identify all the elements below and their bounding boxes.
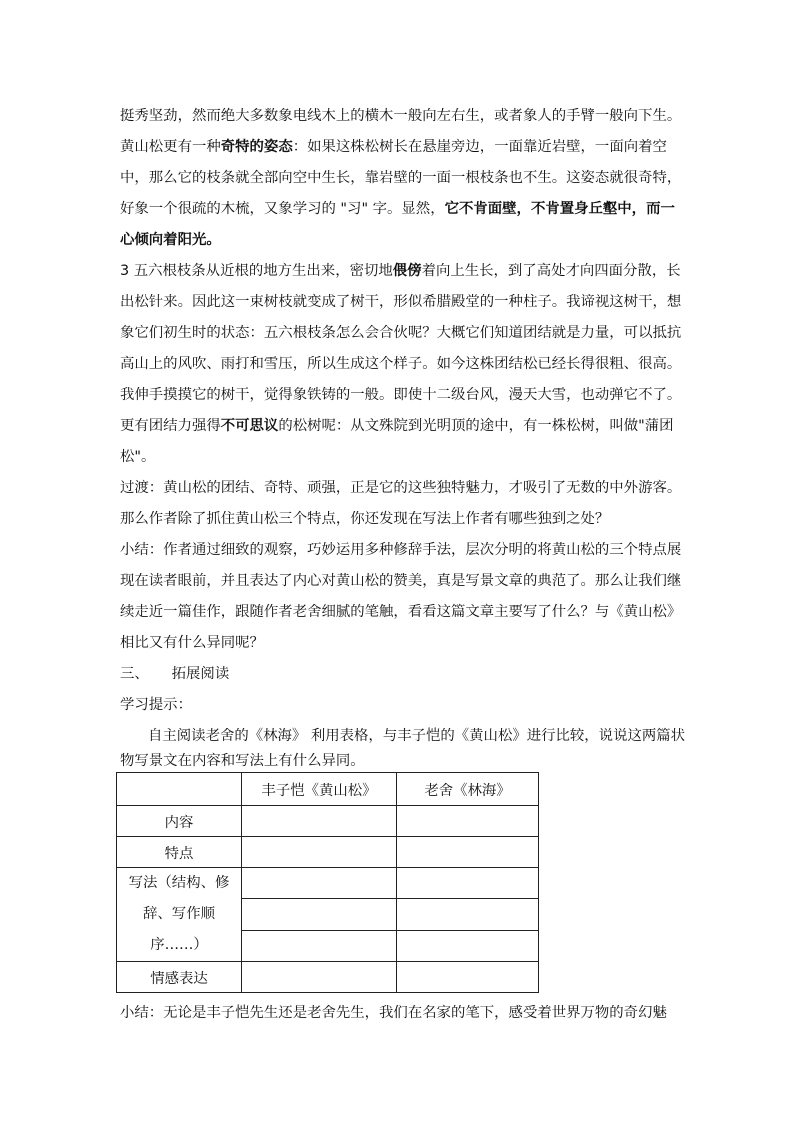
table-row <box>117 868 539 899</box>
hint-title: 学习提示： <box>120 697 192 713</box>
text-run: 更有团结力强得 <box>120 418 221 434</box>
bold-text-run: 偎傍 <box>392 263 422 279</box>
table-row <box>117 962 539 993</box>
bold-text-run: 它不肯面壁，不肯置身丘壑中，而一 <box>444 201 675 217</box>
table-cell <box>117 773 242 806</box>
paragraph-line <box>120 199 675 219</box>
section-heading: 三、 拓展阅读 <box>120 666 230 682</box>
table-row <box>117 806 539 837</box>
table-cell <box>397 837 539 868</box>
table-cell <box>242 868 397 899</box>
paragraph-line: 自主阅读老舍的《林海》 利用表格，与丰子恺的《黄山松》进行比较，说说这两篇状 <box>148 728 686 744</box>
row-label-method <box>117 868 242 962</box>
paragraph-line: 小结：作者通过细致的观察，巧妙运用多种修辞手法，层次分明的将黄山松的三个特点展 <box>120 542 682 558</box>
table-cell <box>397 806 539 837</box>
bold-text-run: 不可思议 <box>220 418 279 434</box>
row-label-feature: 特点 <box>117 837 242 868</box>
table-header-cell: 丰子恺《黄山松》 <box>242 773 397 806</box>
paragraph-line: 相比又有什么异同呢？ <box>120 635 264 651</box>
text-run: 好象一个很疏的木梳，又象学习的 "习" 字。显然， <box>120 201 445 217</box>
row-label-emotion: 情感表达 <box>117 962 242 993</box>
table-cell <box>242 837 397 868</box>
paragraph-line: 现在读者眼前，并且表达了内心对黄山松的赞美，真是写景文章的典范了。那么让我们继 <box>120 573 682 589</box>
paragraph-line: 物写景文在内容和写法上有什么异同。 <box>120 753 365 769</box>
paragraph-line: 我伸手摸摸它的树干，觉得象铁铸的一般。即使十二级台风，漫天大雪，也动弹它不了。 <box>120 387 682 403</box>
paragraph-line: 出松针来。因此这一束树枝就变成了树干，形似希腊殿堂的一种柱子。我谛视这树干，想 <box>120 294 682 310</box>
paragraph-line <box>120 261 681 281</box>
paragraph-line <box>120 416 674 436</box>
table-cell <box>242 930 397 961</box>
table-cell <box>397 962 539 993</box>
text-run: 着向上生长，到了高处才向四面分散，长 <box>421 263 681 279</box>
table-cell <box>397 930 539 961</box>
bold-text-run: 奇特的姿态 <box>220 139 293 155</box>
table-header-cell: 老舍《林海》 <box>397 773 539 806</box>
paragraph-line: 心倾向着阳光。 <box>120 232 221 248</box>
paragraph-line: 象它们初生时的状态：五六根枝条怎么会合伙呢？大概它们知道团结就是力量，可以抵抗 <box>120 325 682 341</box>
text-run: 黄山松更有一种 <box>120 139 221 155</box>
text-run: 的松树呢：从文殊院到光明顶的途中，有一株松树，叫做"蒲团 <box>278 418 674 434</box>
table-header-row <box>117 773 539 806</box>
table-row <box>117 837 539 868</box>
row-label-method-line: 辞、写作顺 <box>143 906 215 922</box>
paragraph-line: 高山上的风吹、雨打和雪压，所以生成这个样子。如今这株团结松已经长得很粗、很高。 <box>120 356 682 372</box>
row-label-method-line: 序……） <box>150 937 208 953</box>
table-cell <box>242 806 397 837</box>
paragraph-line: 过渡：黄山松的团结、奇特、顽强，正是它的这些独特魅力，才吸引了无数的中外游客。 <box>120 480 682 496</box>
row-label-method-line: 写法（结构、修 <box>128 875 230 891</box>
paragraph-line: 松"。 <box>120 449 156 465</box>
paragraph-line: 那么作者除了抓住黄山松三个特点，你还发现在写法上作者有哪些独到之处？ <box>120 511 610 527</box>
paragraph-line: 挺秀坚劲，然而绝大多数象电线木上的横木一般向左右生，或者象人的手臂一般向下生。 <box>120 108 682 124</box>
row-label-content: 内容 <box>117 806 242 837</box>
table-cell <box>397 868 539 899</box>
table-cell <box>242 899 397 930</box>
table-cell <box>397 899 539 930</box>
paragraph-line: 续走近一篇佳作，跟随作者老舍细腻的笔触，看看这篇文章主要写了什么？与《黄山松》 <box>120 604 682 620</box>
table-cell <box>242 962 397 993</box>
text-run: ：如果这株松树长在悬崖旁边，一面靠近岩壁，一面向着空 <box>292 139 667 155</box>
paragraph-line: 小结：无论是丰子恺先生还是老舍先生，我们在名家的笔下，感受着世界万物的奇幻魅 <box>120 1005 667 1021</box>
text-run: 3 五六根枝条从近根的地方生出来，密切地 <box>120 263 393 279</box>
comparison-table <box>116 772 539 993</box>
paragraph-line <box>120 137 667 157</box>
paragraph-line: 中，那么它的枝条就全部向空中生长，靠岩壁的一面一根枝条也不生。这姿态就很奇特， <box>120 170 682 186</box>
